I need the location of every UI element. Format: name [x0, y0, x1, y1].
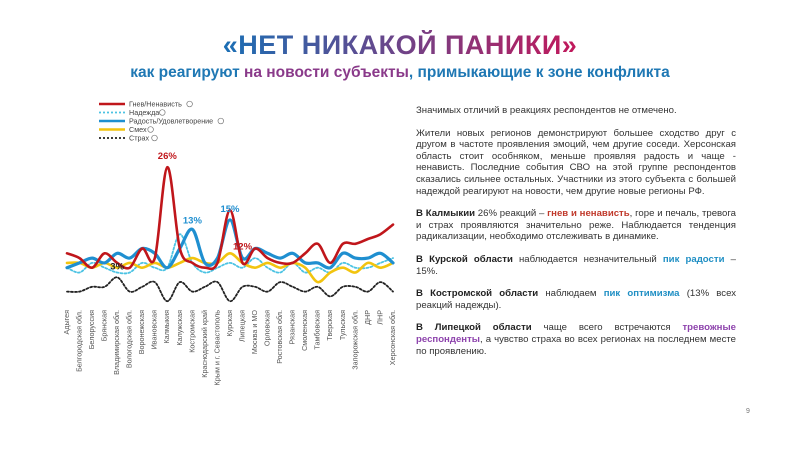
angry-face-icon — [187, 101, 193, 107]
legend-label: Гнев/Ненависть — [129, 99, 182, 109]
paragraph-kostroma — [416, 288, 736, 311]
kostroma-text-a: наблюдаем — [538, 288, 604, 300]
kalmykia-label: В Калмыкии — [416, 208, 476, 220]
paragraph-kalmykia — [416, 208, 736, 243]
x-tick-label: Рязанская — [287, 310, 297, 345]
fear-face-icon — [152, 135, 158, 141]
praying-hands-icon — [160, 110, 166, 116]
x-tick-label: Адыгея — [61, 310, 71, 335]
joy-highlight: пик радости — [662, 253, 725, 265]
legend-label: Надежда — [129, 108, 160, 117]
subtitle-highlight: на новости субъекты — [244, 64, 409, 81]
commentary — [416, 105, 736, 368]
x-tick-label: Липецкая — [237, 310, 247, 342]
annotation-label: 12% — [233, 241, 253, 253]
laughing-face-icon — [148, 127, 154, 133]
x-tick-label: ЛНР — [375, 310, 385, 325]
x-tick-label: Костромская — [187, 310, 197, 353]
x-tick-label: Воронежская — [137, 310, 147, 355]
page-number: 9 — [746, 408, 750, 415]
kostroma-text-b: (13% всех реакций надежды). — [416, 288, 737, 311]
annotation-label: 26% — [157, 151, 177, 163]
x-tick-label: Орловская — [262, 310, 272, 347]
x-tick-label: Тульская — [337, 310, 347, 341]
x-tick-label: Белоруссия — [86, 310, 96, 350]
lipetsk-text-a: чаще всего встречаются — [531, 322, 683, 334]
x-tick-label: Смоленская — [300, 310, 310, 351]
optimism-highlight: пик оптимизма — [603, 288, 680, 300]
anger-highlight: гнев и ненависть — [547, 208, 630, 220]
annotation-label: 3% — [110, 261, 125, 273]
page-subtitle — [0, 64, 800, 82]
x-tick-label: Белгородская обл. — [74, 310, 84, 372]
legend-label: Смех — [129, 125, 147, 134]
x-tick-label: Курская — [224, 310, 234, 337]
kalmykia-text-a: 26% реакций – — [475, 208, 548, 220]
legend-label: Страх — [129, 133, 150, 143]
x-tick-label: ДНР — [362, 310, 372, 325]
lipetsk-text-b: , а чувство страха во всех регионах на последнем месте по проявлению. — [416, 333, 736, 357]
title-text: «НЕТ НИКАКОЙ ПАНИКИ» — [222, 30, 578, 60]
x-tick-label: Калмыкия — [162, 310, 172, 344]
kursk-text-b: – 15%. — [416, 253, 736, 277]
annotation-label: 13% — [182, 215, 202, 227]
kursk-label: В Курской области — [416, 253, 513, 265]
series-line-5 — [67, 277, 393, 301]
x-tick-label: Ивановская — [149, 310, 159, 350]
joy-face-icon — [218, 118, 224, 124]
paragraph-1: Значимых отличий в реакциях респондентов не отмечено. — [416, 105, 677, 116]
lipetsk-label: В Липецкой области — [416, 322, 532, 334]
x-tick-label: Ростовская обл. — [275, 310, 285, 364]
x-tick-label: Владимирская обл. — [112, 310, 122, 375]
x-tick-label: Тамбовская — [312, 310, 322, 350]
title-svg — [0, 30, 800, 62]
kalmykia-text-b: , горе и печаль, тревога и страх проявляются значительно реже. Наблюдается тенденция радикализации, необходимо отслеживать в динамике. — [416, 208, 736, 243]
paragraph-2: Жители новых регионов демонстрируют большее сходство друг с другом в частоте проявления эмоций, чем другие соседи. Херсонская область стоит особняком, меньше проявляя радость и чаще - ненависть. Последние события СВО на этой группе респондентов сказались сильнее остальных. Участники из этого субъекта с большей надеждой реагируют на новости, чем другие новые регионы РФ. — [416, 127, 736, 197]
kursk-text-a: наблюдается незначительный — [512, 253, 663, 265]
x-tick-label: Тверская — [325, 310, 335, 341]
x-tick-label: Краснодарский край — [199, 310, 209, 378]
x-tick-label: Брянская — [99, 310, 109, 342]
subtitle-part2: , примыкающие к зоне конфликта — [408, 64, 670, 81]
x-tick-label: Вологодская обл. — [124, 310, 134, 369]
paragraph-lipetsk — [416, 322, 736, 357]
x-tick-label: Калужская — [174, 310, 184, 346]
x-tick-label: Запорожская обл. — [350, 310, 360, 370]
legend-label: Радость/Удовлетворение — [129, 116, 214, 126]
emotion-line-chart — [55, 96, 405, 396]
annotation-label: 15% — [220, 203, 240, 215]
x-tick-label: Москва и МО — [249, 310, 259, 355]
anxiety-highlight: тревожные респонденты — [416, 322, 736, 345]
kostroma-label: В Костромской области — [416, 288, 539, 300]
x-tick-label: Херсонская обл. — [387, 310, 397, 366]
paragraph-kursk — [416, 254, 736, 277]
x-tick-label: Крым и г. Севастополь — [212, 310, 222, 386]
subtitle-part1: как реагируют — [130, 64, 245, 81]
